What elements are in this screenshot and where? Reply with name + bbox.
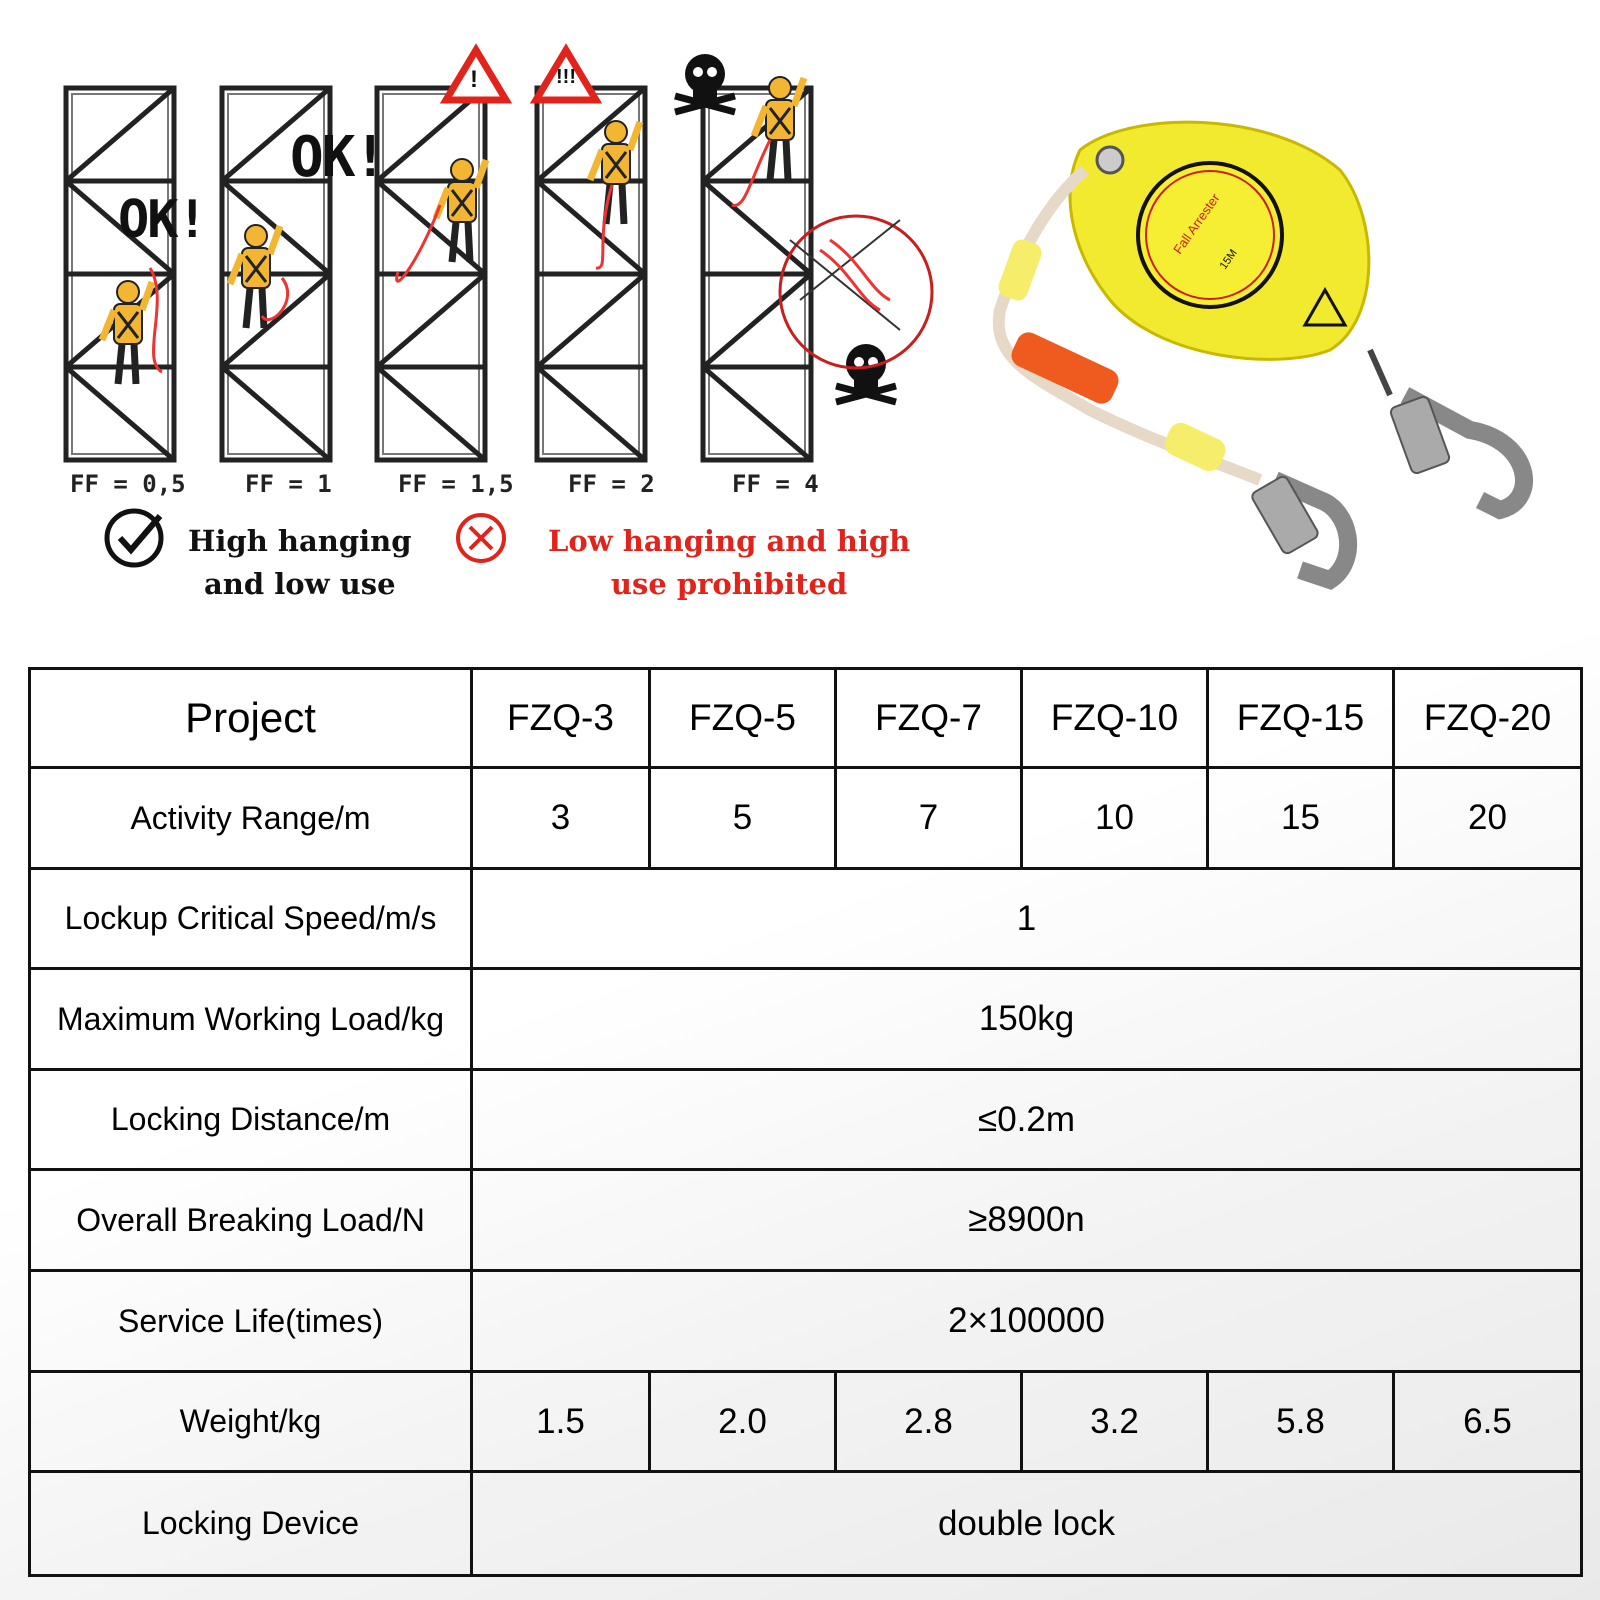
header-model: FZQ-15: [1208, 669, 1394, 768]
ok-mark-1: OK!: [118, 190, 206, 250]
header-model: FZQ-20: [1394, 669, 1582, 768]
table-cell: ≥8900n: [472, 1170, 1582, 1271]
skull-icon: [675, 54, 735, 112]
table-cell: 150kg: [472, 969, 1582, 1070]
table-cell: 3.2: [1022, 1372, 1208, 1472]
header-model: FZQ-5: [650, 669, 836, 768]
fall-factor-label-1: FF = 0,5: [70, 470, 186, 498]
legend-allowed: [188, 520, 412, 606]
zoom-circle: [780, 216, 932, 368]
table-row: [30, 1472, 1582, 1576]
fall-arrester-product-image: [996, 122, 1524, 580]
check-icon: [107, 511, 161, 565]
table-cell: 2.0: [650, 1372, 836, 1472]
row-label: Service Life(times): [30, 1271, 472, 1372]
table-cell: double lock: [472, 1472, 1582, 1576]
row-label: Lockup Critical Speed/m/s: [30, 869, 472, 969]
table-cell: 2.8: [836, 1372, 1022, 1472]
table-cell: 20: [1394, 768, 1582, 869]
lanyard-4: [596, 185, 612, 268]
table-cell: 10: [1022, 768, 1208, 869]
table-row: [30, 869, 1582, 969]
warning-mark-2: !!!: [556, 66, 576, 88]
table-cell: 1.5: [472, 1372, 650, 1472]
row-label: Overall Breaking Load/N: [30, 1170, 472, 1271]
table-header-row: [30, 669, 1582, 768]
legend-prohibited-line-1: Low hanging and high: [548, 524, 911, 558]
table-cell: 2×100000: [472, 1271, 1582, 1372]
header-model: FZQ-7: [836, 669, 1022, 768]
product-label-title: Fall Arrester: [1170, 190, 1223, 257]
header-project: Project: [30, 669, 472, 768]
ok-mark-2: OK!: [290, 125, 386, 190]
fall-factor-label-5: FF = 4: [732, 470, 819, 498]
fall-factor-label-4: FF = 2: [568, 470, 655, 498]
row-label: Activity Range/m: [30, 768, 472, 869]
row-label: Weight/kg: [30, 1372, 472, 1472]
fall-factor-label-2: FF = 1: [245, 470, 332, 498]
table-row: [30, 768, 1582, 869]
warning-mark-1: !: [470, 66, 478, 93]
table-cell: 5: [650, 768, 836, 869]
scaffold-tower-1: [66, 88, 174, 460]
spec-table: [28, 667, 1583, 1577]
table-cell: 3: [472, 768, 650, 869]
table-cell: 5.8: [1208, 1372, 1394, 1472]
table-row: [30, 1070, 1582, 1170]
row-label: Locking Device: [30, 1472, 472, 1576]
table-row: [30, 1271, 1582, 1372]
table-row: [30, 1372, 1582, 1472]
scaffold-tower-3: [377, 88, 485, 460]
table-row: [30, 969, 1582, 1070]
prohibited-icon: [458, 515, 504, 561]
legend-allowed-line-1: High hanging: [188, 524, 412, 558]
table-cell: 7: [836, 768, 1022, 869]
header-model: FZQ-10: [1022, 669, 1208, 768]
skull-icon-2: [836, 344, 896, 402]
scaffold-tower-5: [703, 88, 811, 460]
table-cell: ≤0.2m: [472, 1070, 1582, 1170]
table-cell: 6.5: [1394, 1372, 1582, 1472]
worker-figure-4: [590, 121, 640, 224]
table-row: [30, 1170, 1582, 1271]
legend-allowed-line-2: and low use: [203, 567, 396, 601]
fall-factor-illustration: [0, 0, 1600, 620]
product-length-mark: 15M: [1217, 247, 1240, 272]
table-cell: 1: [472, 869, 1582, 969]
row-label: Maximum Working Load/kg: [30, 969, 472, 1070]
row-label: Locking Distance/m: [30, 1070, 472, 1170]
header-model: FZQ-3: [472, 669, 650, 768]
table-cell: 15: [1208, 768, 1394, 869]
legend-prohibited-line-2: use prohibited: [610, 567, 848, 601]
fall-factor-label-3: FF = 1,5: [398, 470, 514, 498]
legend-prohibited: [548, 520, 910, 606]
